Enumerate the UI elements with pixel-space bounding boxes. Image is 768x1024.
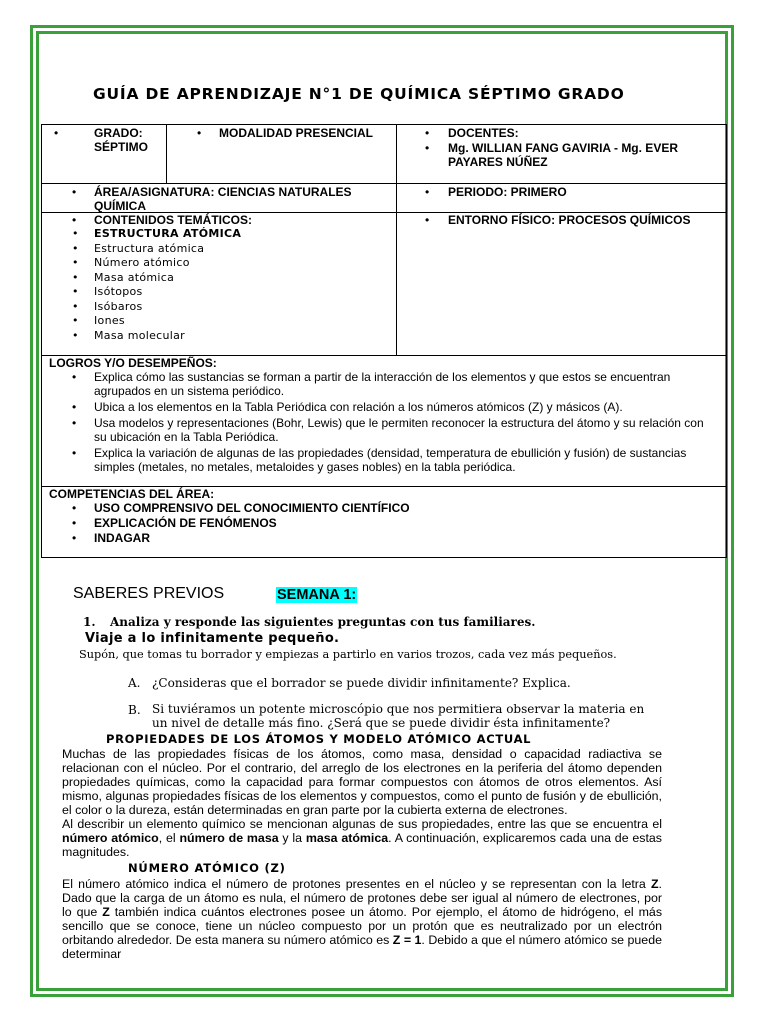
paragraph-properties: Muchas de las propiedades físicas de los átomos, como masa, densidad o capacidad radiactiva se relacionan con el núcleo. Por el contrario, del arreglo de los electrones en la periferia del átomo dependen propiedades químicas, como la capacidad para formar compuestos con átomos de otros elementos. Así mismo, algunas propiedades físicas de los elementos y compuestos, como el punto de fusión y de ebullición, el color o la dureza, están determinadas en gran parte por la cubierta externa de electrones. [62,747,662,817]
cell-contenidos: • CONTENIDOS TEMÁTICOS: • ESTRUCTURA ATÓMICA • Estructura atómica • Número atómico • Masa atómica • Isótopos • Isóbaros • Iones • Masa molecular [41,212,397,356]
area-text: ÁREA/ASIGNATURA: CIENCIAS NATURALES QUÍMICA [94,185,352,213]
contenidos-label: CONTENIDOS TEMÁTICOS: [94,213,252,227]
cell-logros [41,355,727,487]
qb-letter: B. [128,703,141,717]
qb-text: Si tuviéramos un potente microscópio que nos permitiera observar la materia en un nivel de detalle más fino. ¿Será que se puede dividir ésta infinitamente? [152,702,645,730]
competencias-label: COMPETENCIAS DEL ÁREA: [49,487,215,501]
q1-number: 1. [83,615,96,629]
logros-label: LOGROS Y/O DESEMPEÑOS: [49,356,217,370]
list-item: • Ubica a los elementos en la Tabla Periódica con relación a los números atómicos (Z) y másicos (A). [72,400,623,414]
saberes-heading: SABERES PREVIOS [73,585,225,602]
section-heading-properties: PROPIEDADES DE LOS ÁTOMOS Y MODELO ATÓMICO ACTUAL [106,732,532,746]
cell-grado: • GRADO: SÉPTIMO [41,124,167,184]
modalidad-text: MODALIDAD PRESENCIAL [219,126,374,140]
cell-competencias: COMPETENCIAS DEL ÁREA: • USO COMPRENSIVO DEL CONOCIMIENTO CIENTÍFICO • EXPLICACIÓN DE FENÓMENOS • INDAGAR [41,486,727,558]
qa-letter: A. [128,676,141,690]
cell-modalidad: • MODALIDAD PRESENCIAL [166,124,397,184]
cell-docentes: • DOCENTES: • Mg. WILLIAN FANG GAVIRIA - Mg. EVER PAYARES NÚÑEZ [396,124,727,184]
periodo-text: PERIODO: PRIMERO [448,185,567,199]
paragraph-numero-atomico: El número atómico indica el número de protones presentes en el núcleo y se representan con la letra Z. Dado que la carga de un átomo es nula, el número de protones debe ser igual al número de electrones, por lo que Z también indica cuántos electrones posee un átomo. Por ejemplo, el átomo de hidrógeno, el más sencillo que se conoce, tiene un núcleo compuesto por un protón que es neutralizado por un electrón orbitando alrededor. De esta manera su número atómico es Z = 1. Debido a que el número atómico se puede determinar [62,877,663,961]
entorno-text: ENTORNO FÍSICO: PROCESOS QUÍMICOS [448,213,691,227]
page-title: GUÍA DE APRENDIZAJE N°1 DE QUÍMICA SÉPTIMO GRADO [93,85,625,103]
section-heading-numero-atomico: NÚMERO ATÓMICO (Z) [128,861,286,875]
semana-label: SEMANA 1: [277,587,357,603]
list-item: • Explica la variación de algunas de las propiedades (densidad, temperatura de ebullición y fusión) de sustancias simples (metales, no metales, metaloides y gases nobles) en la tabla periódica. [72,446,687,474]
supon-text: Supón, que tomas tu borrador y empiezas a partirlo en varios trozos, cada vez más pequeños. [79,648,617,661]
qa-text: ¿Consideras que el borrador se puede dividir infinitamente? Explica. [152,676,571,690]
cell-periodo: • PERIODO: PRIMERO [396,183,727,213]
list-item: • Explica cómo las sustancias se forman a partir de la interacción de los elementos y que estos se encuentran agrupados en un sistema periódico. [72,370,671,398]
q1-text: Analiza y responde las siguientes preguntas con tus familiares. [110,615,536,629]
cell-entorno: • ENTORNO FÍSICO: PROCESOS QUÍMICOS [396,212,727,356]
docentes-label: DOCENTES: [448,126,519,140]
cell-area: • ÁREA/ASIGNATURA: CIENCIAS NATURALES QUÍMICA [41,183,397,213]
paragraph-magnitudes: Al describir un elemento químico se mencionan algunas de sus propiedades, entre las que se encuentra el número atómico, el número de masa y la masa atómica. A continuación, explicaremos cada una de estas magnitudes. [62,817,662,859]
list-item: • Usa modelos y representaciones (Bohr, Lewis) que le permiten reconocer la estructura del átomo y su relación con su ubicación en la Tabla Periódica. [72,416,704,444]
grado-text: GRADO: SÉPTIMO [94,126,149,154]
viaje-heading: Viaje a lo infinitamente pequeño. [85,631,340,646]
docentes-names: Mg. WILLIAN FANG GAVIRIA - Mg. EVER PAYARES NÚÑEZ [448,141,678,169]
